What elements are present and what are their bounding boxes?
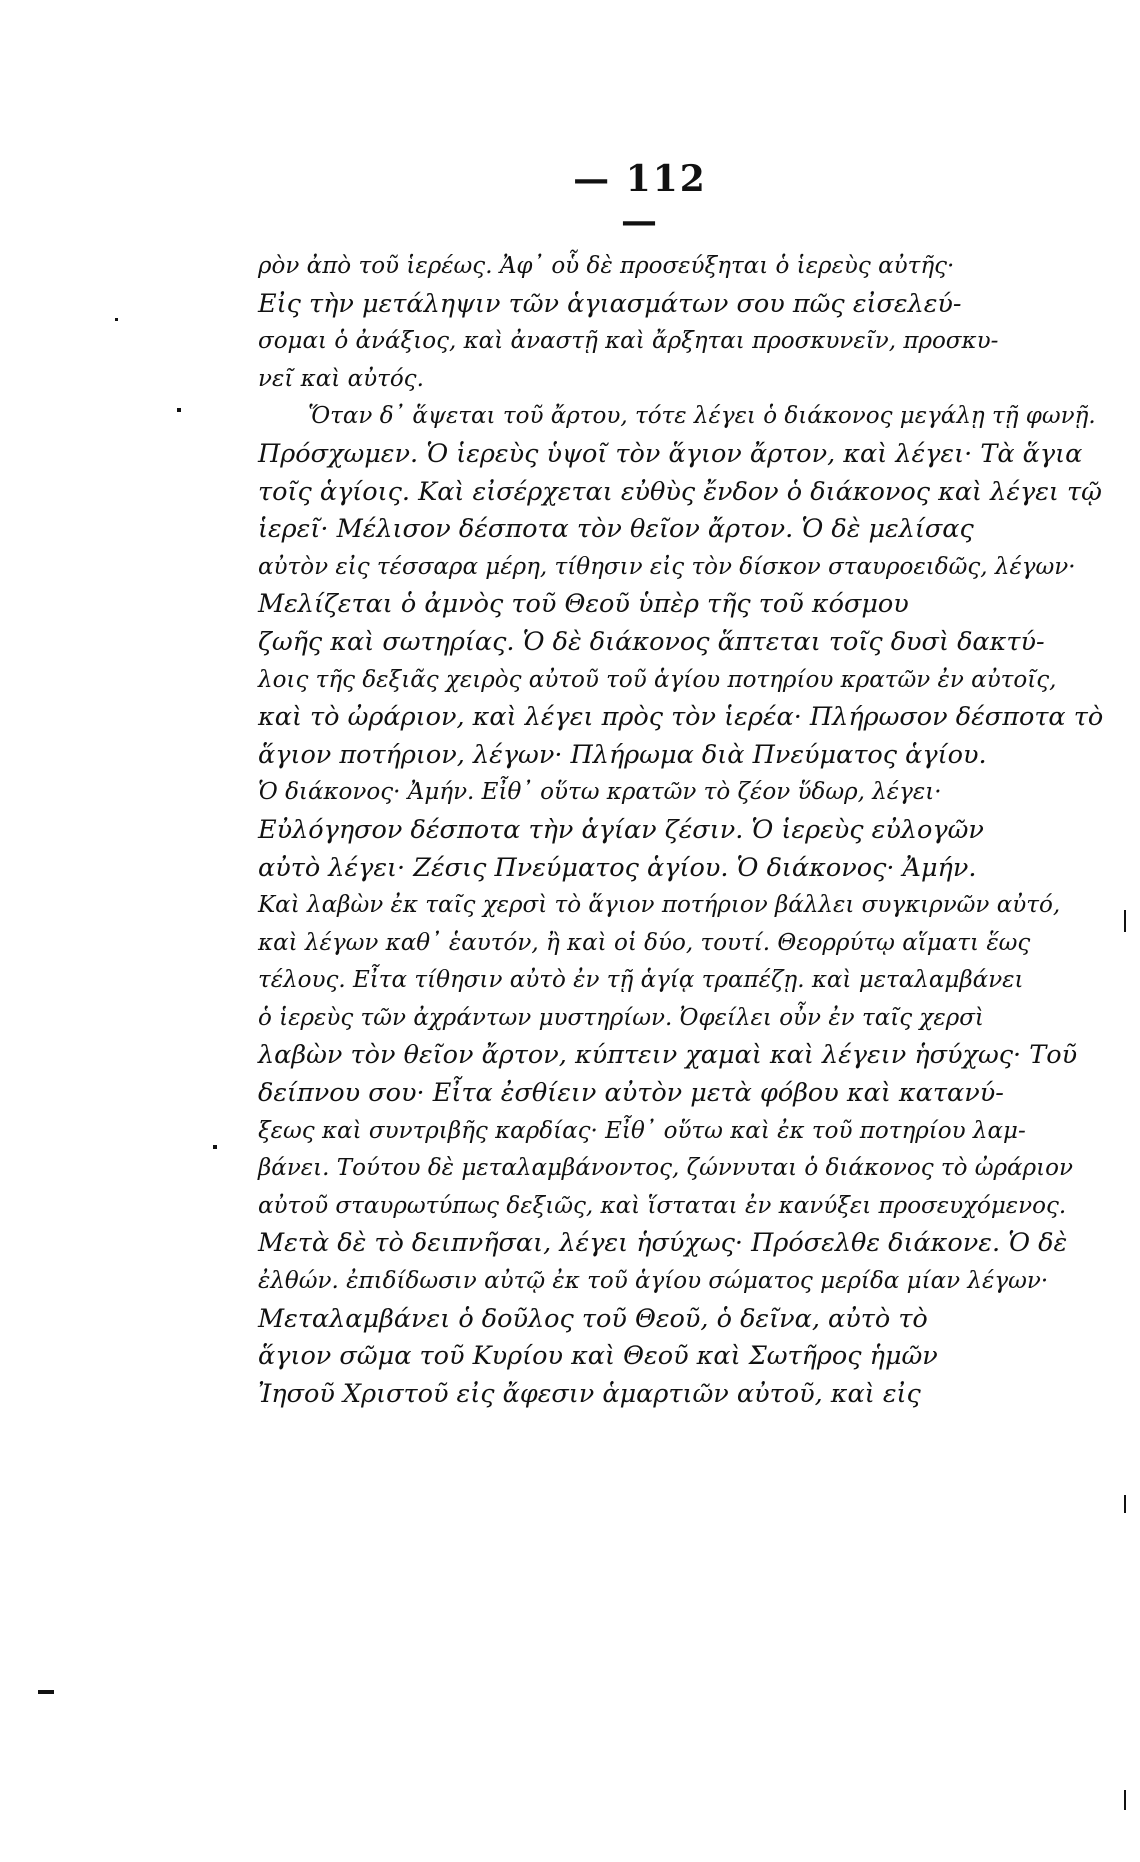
text-line: αὐτὸ λέγει· Ζέσις Πνεύματος ἁγίου. Ὁ διάκονος· Ἀμήν.: [258, 852, 977, 883]
text-line: Ὅταν δ᾽ ἅψεται τοῦ ἄρτου, τότε λέγει ὁ διάκονος μεγάλῃ τῇ φωνῇ.: [308, 403, 1096, 430]
text-line: αὐτὸν εἰς τέσσαρα μέρη, τίθησιν εἰς τὸν δίσκον σταυροειδῶς, λέγων·: [258, 553, 1076, 580]
text-line: νεῖ καὶ αὐτός.: [258, 365, 424, 392]
text-line: ἅγιον ποτήριον, λέγων· Πλήρωμα διὰ Πνεύματος ἁγίου.: [258, 739, 987, 770]
margin-dot: [213, 1145, 217, 1149]
text-line: καὶ λέγων καθ᾽ ἑαυτόν, ἢ καὶ οἱ δύο, τουτί. Θεορρύτῳ αἵματι ἕως: [258, 929, 1031, 956]
text-line: τοῖς ἁγίοις. Καὶ εἰσέρχεται εὐθὺς ἔνδον ὁ διάκονος καὶ λέγει τῷ: [258, 476, 1102, 507]
text-line: λαβὼν τὸν θεῖον ἄρτον, κύπτειν χαμαὶ καὶ λέγειν ἡσύχως· Τοῦ: [258, 1040, 1078, 1071]
text-line: βάνει. Τούτου δὲ μεταλαμβάνοντος, ζώννυται ὁ διάκονος τὸ ὠράριον: [258, 1155, 1073, 1182]
text-line: Εἰς τὴν μετάληψιν τῶν ἁγιασμάτων σου πῶς εἰσελεύ-: [258, 288, 962, 319]
margin-dash: [38, 1690, 54, 1694]
margin-tick: [1124, 1495, 1126, 1513]
text-line: ἱερεῖ· Μέλισον δέσποτα τὸν θεῖον ἄρτον. Ὁ δὲ μελίσας: [258, 514, 974, 545]
text-line: καὶ τὸ ὠράριον, καὶ λέγει πρὸς τὸν ἱερέα· Πλήρωσον δέσποτα τὸ: [258, 702, 1104, 733]
margin-dot: [177, 408, 181, 412]
text-line: ὁ ἱερεὺς τῶν ἀχράντων μυστηρίων. Ὀφείλει οὖν ἐν ταῖς χερσὶ: [258, 1004, 984, 1031]
margin-tick: [1124, 1790, 1126, 1810]
text-line: ξεως καὶ συντριβῆς καρδίας· Εἶθ᾽ οὕτω καὶ ἐκ τοῦ ποτηρίου λαμ-: [258, 1117, 1026, 1144]
text-line: ἅγιον σῶμα τοῦ Κυρίου καὶ Θεοῦ καὶ Σωτῆρος ἡμῶν: [258, 1341, 938, 1372]
text-line: Μετὰ δὲ τὸ δειπνῆσαι, λέγει ἡσύχως· Πρόσελθε διάκονε. Ὁ δὲ: [258, 1228, 1068, 1259]
text-line: Μεταλαμβάνει ὁ δοῦλος τοῦ Θεοῦ, ὁ δεῖνα, αὐτὸ τὸ: [258, 1303, 928, 1334]
text-line: λοις τῆς δεξιᾶς χειρὸς αὐτοῦ τοῦ ἁγίου ποτηρίου κρατῶν ἐν αὐτοῖς,: [258, 666, 1057, 693]
body-text: [258, 248, 1104, 1413]
text-line: σομαι ὁ ἀνάξιος, καὶ ἀναστῇ καὶ ἄρξηται προσκυνεῖν, προσκυ-: [258, 328, 999, 355]
text-line: Μελίζεται ὁ ἀμνὸς τοῦ Θεοῦ ὑπὲρ τῆς τοῦ κόσμου: [258, 589, 909, 620]
text-line: δείπνου σου· Εἶτα ἐσθίειν αὐτὸν μετὰ φόβου καὶ κατανύ-: [258, 1078, 1004, 1109]
text-line: Καὶ λαβὼν ἐκ ταῖς χερσὶ τὸ ἅγιον ποτήριον βάλλει συγκιρνῶν αὐτό,: [258, 892, 1061, 919]
text-line: Πρόσχωμεν. Ὁ ἱερεὺς ὑψοῖ τὸν ἅγιον ἄρτον, καὶ λέγει· Τὰ ἅγια: [258, 438, 1083, 469]
text-line: Ὁ διάκονος· Ἀμήν. Εἶθ᾽ οὕτω κρατῶν τὸ ζέον ὕδωρ, λέγει·: [258, 779, 942, 806]
text-line: τέλους. Εἶτα τίθησιν αὐτὸ ἐν τῇ ἁγίᾳ τραπέζῃ. καὶ μεταλαμβάνει: [258, 967, 1024, 994]
page-number: — 112 —: [573, 158, 707, 242]
text-line: αὐτοῦ σταυρωτύπως δεξιῶς, καὶ ἵσταται ἐν κανύξει προσευχόμενος.: [258, 1192, 1067, 1219]
text-line: ρὸν ἀπὸ τοῦ ἱερέως. Ἀφ᾽ οὗ δὲ προσεύξηται ὁ ἱερεὺς αὐτῆς·: [258, 253, 955, 279]
text-line: ἐλθών. ἐπιδίδωσιν αὐτῷ ἐκ τοῦ ἁγίου σώματος μερίδα μίαν λέγων·: [258, 1268, 1049, 1295]
margin-tick: [1124, 910, 1126, 932]
margin-dot: [115, 318, 118, 321]
text-line: Ἰησοῦ Χριστοῦ εἰς ἄφεσιν ἁμαρτιῶν αὐτοῦ, καὶ εἰς: [258, 1378, 921, 1409]
text-line: Εὐλόγησον δέσποτα τὴν ἁγίαν ζέσιν. Ὁ ἱερεὺς εὐλογῶν: [258, 814, 984, 845]
text-line: ζωῆς καὶ σωτηρίας. Ὁ δὲ διάκονος ἅπτεται τοῖς δυσὶ δακτύ-: [258, 626, 1045, 657]
